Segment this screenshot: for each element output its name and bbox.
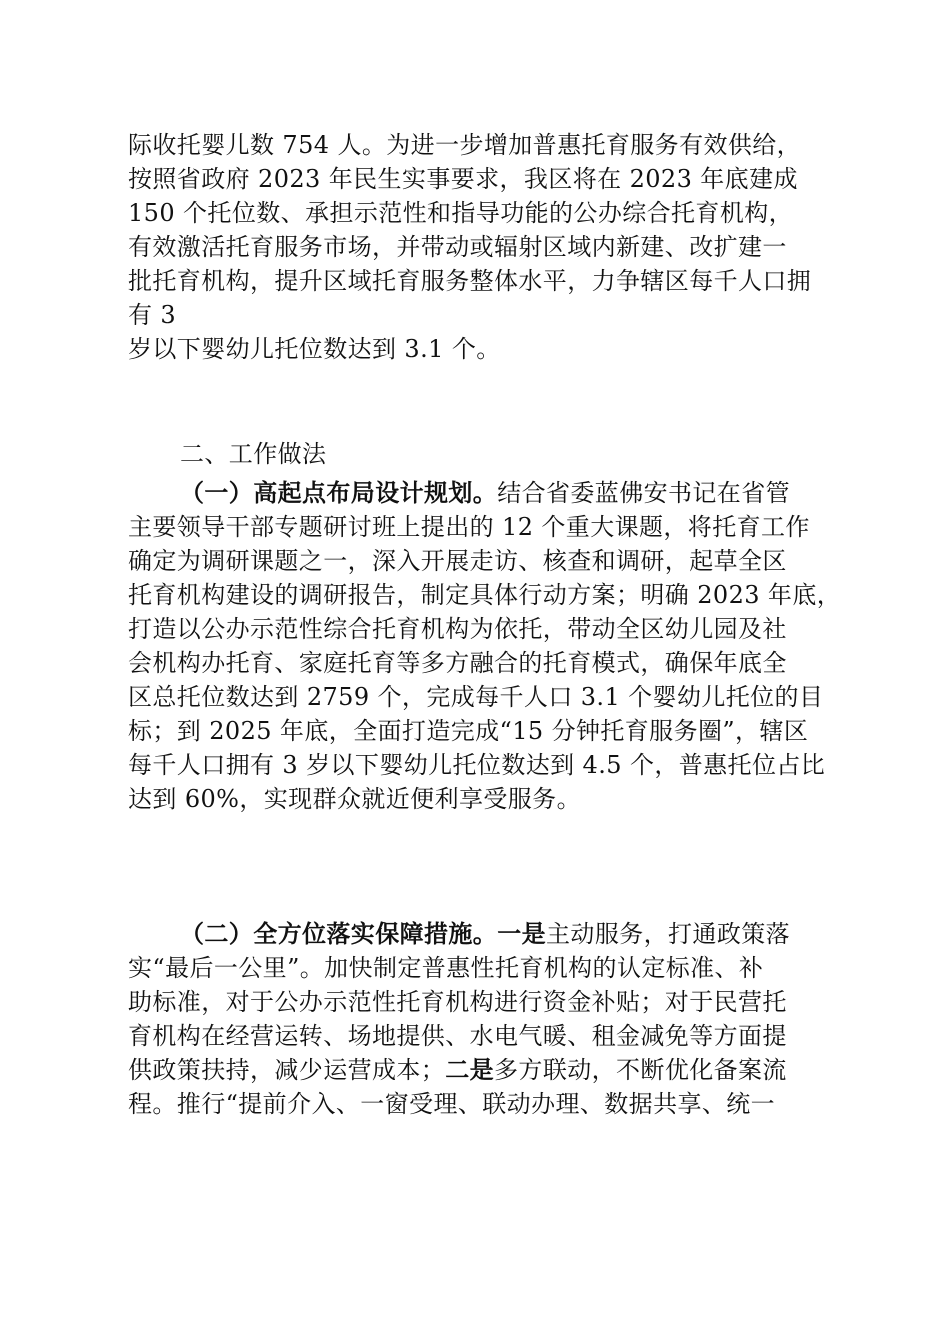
paragraph-line: 育机构在经营运转、场地提供、水电气暖、租金减免等方面提 [128, 1022, 787, 1050]
paragraph-first-line [128, 917, 828, 951]
paragraph-line: 每千人口拥有 3 岁以下婴幼儿托位数达到 4.5 个，普惠托位占比 [128, 751, 826, 779]
paragraph-line: 达到 60%，实现群众就近便利享受服务。 [128, 785, 581, 813]
paragraph-line: 岁以下婴幼儿托位数达到 3.1 个。 [128, 335, 501, 363]
point-one-label: 一是 [497, 920, 547, 948]
section-heading: 二、工作做法 [180, 440, 327, 468]
paragraph-line: 150 个托位数、承担示范性和指导功能的公办综合托育机构， [128, 199, 794, 227]
paragraph-line: 按照省政府 2023 年民生实事要求，我区将在 2023 年底建成 [128, 165, 798, 193]
paragraph-line: 区总托位数达到 2759 个，完成每千人口 3.1 个婴幼儿托位的目 [128, 683, 824, 711]
section-heading-block [128, 437, 828, 471]
paragraph-line: 会机构办托育、家庭托育等多方融合的托育模式，确保年底全 [128, 649, 787, 677]
paragraph-line [128, 1053, 828, 1087]
paragraph-one [128, 476, 842, 816]
paragraph-line-text: 主动服务，打通政策落 [546, 920, 791, 948]
paragraph-line: 确定为调研课题之一，深入开展走访、核查和调研，起草全区 [128, 547, 787, 575]
paragraph-intro [128, 128, 828, 366]
paragraph-line: 打造以公办示范性综合托育机构为依托，带动全区幼儿园及社 [128, 615, 787, 643]
paragraph-line-text: 结合省委蓝佛安书记在省管 [497, 479, 791, 507]
paragraph-line: 批托育机构，提升区域托育服务整体水平，力争辖区每千人口拥 [128, 267, 812, 295]
paragraph-line: 主要领导干部专题研讨班上提出的 12 个重大课题，将托育工作 [128, 513, 810, 541]
subsection-heading-one: （一）高起点布局设计规划。 [180, 479, 498, 507]
point-two-label: 二是 [445, 1056, 495, 1084]
paragraph-first-line [128, 476, 828, 510]
paragraph-line: 有 3 [128, 301, 177, 329]
paragraph-line-text: 供政策扶持，减少运营成本； [128, 1056, 446, 1084]
paragraph-line: 助标准，对于公办示范性托育机构进行资金补贴；对于民营托 [128, 988, 787, 1016]
paragraph-line: 托育机构建设的调研报告，制定具体行动方案；明确 2023 年底， [128, 581, 842, 609]
paragraph-line: 程。推行“提前介入、一窗受理、联动办理、数据共享、统一 [128, 1090, 776, 1118]
paragraph-line-text: 多方联动，不断优化备案流 [494, 1056, 787, 1084]
paragraph-line: 实“最后一公里”。加快制定普惠性托育机构的认定标准、补 [128, 954, 764, 982]
subsection-heading-two: （二）全方位落实保障措施。 [180, 920, 498, 948]
paragraph-line: 标；到 2025 年底，全面打造完成“15 分钟托育服务圈”，辖区 [128, 717, 809, 745]
paragraph-line: 际收托婴儿数 754 人。为进一步增加普惠托育服务有效供给， [128, 131, 802, 159]
paragraph-line: 有效激活托育服务市场，并带动或辐射区域内新建、改扩建一 [128, 233, 787, 261]
paragraph-two [128, 917, 828, 1121]
